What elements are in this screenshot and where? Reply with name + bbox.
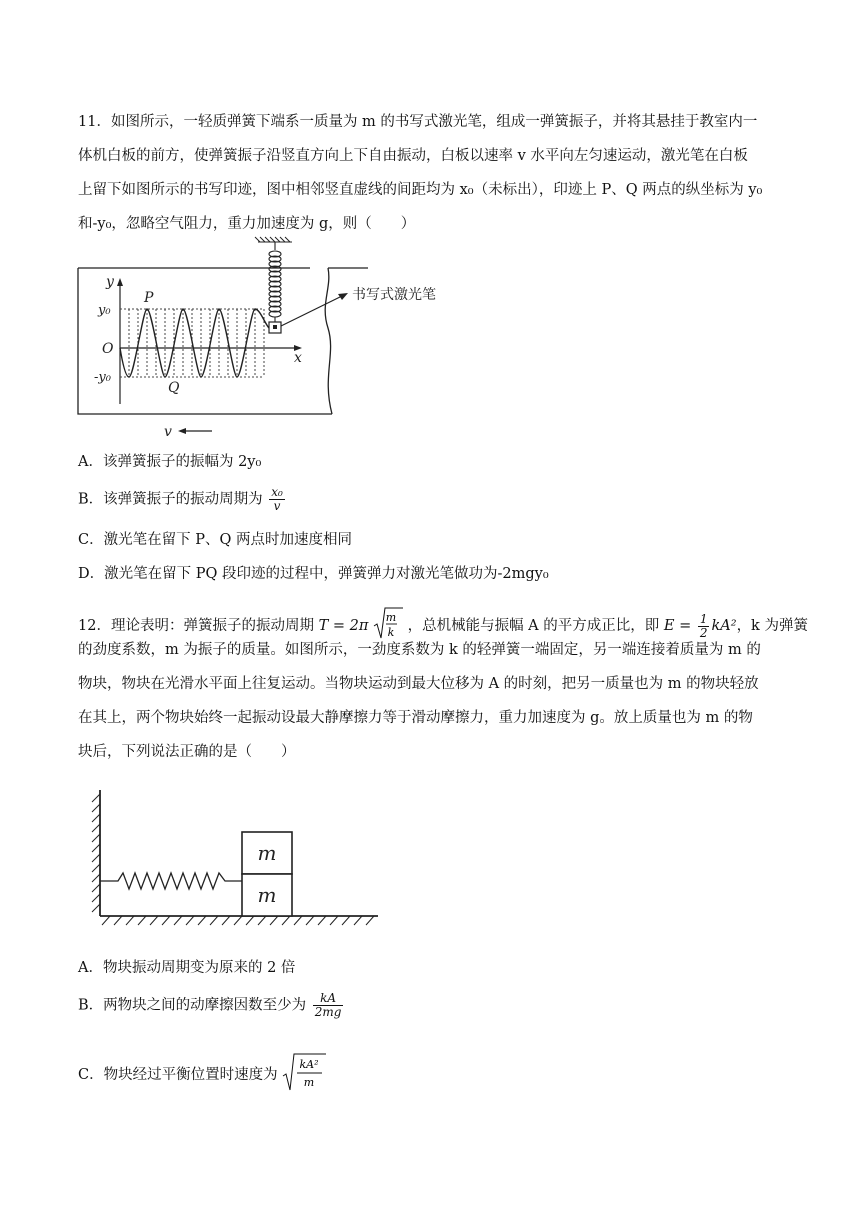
q12-line-4: 在其上，两个物块始终一起振动设最大静摩擦力等于滑动摩擦力，重力加速度为 g。放上质量也为 m 的物 <box>78 710 753 726</box>
q11-figure <box>70 236 490 442</box>
q11-option-a: A．该弹簧振子的振幅为 2y₀ <box>78 454 262 470</box>
spring-zigzag <box>100 873 242 889</box>
q11-option-d: D．激光笔在留下 PQ 段印迹的过程中，弹簧弹力对激光笔做功为-2mgy₀ <box>78 566 549 582</box>
wall-hatch <box>92 794 100 912</box>
q11-number: 11． <box>78 114 111 130</box>
svg-text:m: m <box>385 611 397 624</box>
label-y0: y₀ <box>98 303 111 318</box>
floor-hatch <box>102 916 374 925</box>
ceiling-hatch <box>255 237 292 242</box>
svg-text:k: k <box>387 626 395 639</box>
label-v: v <box>164 424 172 440</box>
q12-option-c <box>78 1052 326 1098</box>
label-Q: Q <box>168 380 180 396</box>
block-bottom-label: m <box>257 883 277 907</box>
grid-dashed-verticals <box>129 309 264 377</box>
q11-option-b <box>78 486 287 513</box>
q12-line-1: 12．理论表明：弹簧振子的振动周期 T = 2π m k ，总机械能与振幅 A 的平方成正比，即 E = $\frac{1}{2}$ kA²，k 为弹簧 <box>78 606 783 646</box>
q12-option-c-sqrt <box>282 1052 326 1098</box>
q11-text-1: 如图所示，一轻质弹簧下端系一质量为 m 的书写式激光笔，组成一弹簧振子，并将其悬挂于教室内一 <box>110 114 758 130</box>
block-top-label: m <box>257 841 277 865</box>
q11-line-1 <box>78 112 783 132</box>
q11-option-b-fraction: $\frac{\text{x₀}}{v}$ <box>271 485 283 513</box>
label-P: P <box>144 290 154 306</box>
label-y: y <box>106 274 114 290</box>
pen-label: 书写式激光笔 <box>352 287 436 303</box>
sine-trace <box>120 309 269 377</box>
q12-line-5: 块后，下列说法正确的是（ ） <box>78 744 296 760</box>
q11-line-2: 体机白板的前方，使弹簧振子沿竖直方向上下自由振动，白板以速率 v 水平向左匀速运动，激光笔在白板 <box>78 148 748 164</box>
q11-option-c: C．激光笔在留下 P、Q 两点时加速度相同 <box>78 532 352 548</box>
q12-line-3: 物块，物块在光滑水平面上往复运动。当物块运动到最大位移为 A 的时刻，把另一质量也为 m 的物块轻放 <box>78 676 759 692</box>
label-neg-y0: -y₀ <box>94 370 111 385</box>
q12-option-a: A．物块振动周期变为原来的 2 倍 <box>78 960 296 976</box>
label-x: x <box>294 350 302 366</box>
label-O: O <box>102 341 114 357</box>
q12-line-2: 的劲度系数，m 为振子的质量。如图所示，一劲度系数为 k 的轻弹簧一端固定，另一端连接着质量为 m 的 <box>78 642 761 658</box>
q11-line-4: 和-y₀，忽略空气阻力，重力加速度为 g，则（ ） <box>78 216 416 232</box>
q12-option-b-text: B．两物块之间的动摩擦因数至少为 <box>78 997 307 1014</box>
whiteboard-outline <box>78 268 368 414</box>
q11-line-3: 上留下如图所示的书写印迹，图中相邻竖直虚线的间距均为 x₀（未标出），印迹上 P、Q 两点的纵坐标为 y₀ <box>78 182 763 198</box>
svg-text:kA²: kA² <box>299 1058 319 1071</box>
q12-option-b <box>78 992 345 1019</box>
q12-figure <box>80 784 390 934</box>
svg-text:m: m <box>303 1076 315 1089</box>
spring <box>269 242 281 322</box>
q12-option-c-text: C．物块经过平衡位置时速度为 <box>78 1067 278 1083</box>
q12-option-b-fraction: $\frac{kA}{2mg}$ <box>314 991 342 1019</box>
q11-option-b-text: B．该弹簧振子的振动周期为 <box>78 491 263 508</box>
